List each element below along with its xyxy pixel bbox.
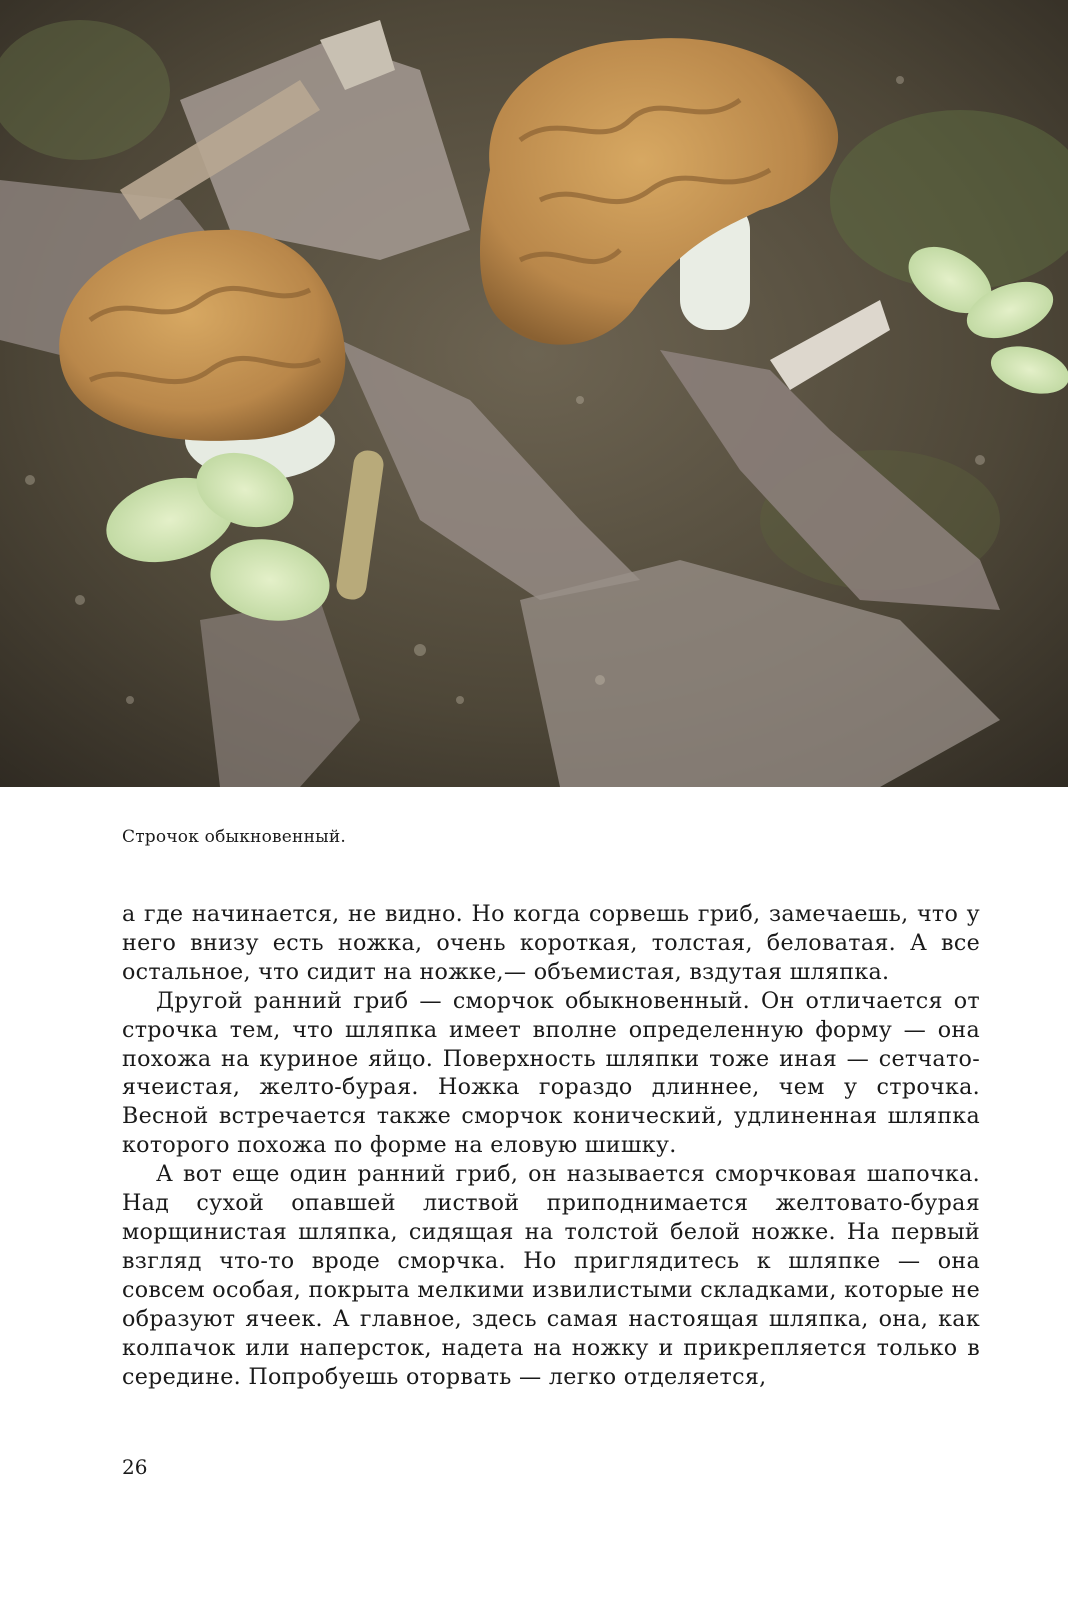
- paragraph: а где начинается, не видно. Но когда сорвешь гриб, замечаешь, что у него внизу есть ножка, очень короткая, толстая, беловатая. А все остальное, что сидит на ножке,— объемистая, вздутая шляпка.: [122, 901, 980, 985]
- mushroom-photo: [0, 0, 1068, 787]
- page-number: 26: [122, 1455, 148, 1479]
- body-text: [122, 900, 980, 1391]
- paragraph: Другой ранний гриб — сморчок обыкновенный. Он отличается от строчка тем, что шляпка имеет вполне определенную форму — она похожа на куриное яйцо. Поверхность шляпки тоже иная — сетчато-ячеистая, желто-бурая. Ножка гораздо длиннее, чем у строчка. Весной встречается также сморчок конический, удлиненная шляпка которого похожа по форме на еловую шишку.: [122, 987, 980, 1159]
- paragraph: А вот еще один ранний гриб, он называется сморчковая шапочка. Над сухой опавшей листвой приподнимается желтовато-бурая морщинистая шляпка, сидящая на толстой белой ножке. На первый взгляд что-то вроде сморчка. Но приглядитесь к шляпке — она совсем особая, покрыта мелкими извилистыми складками, которые не образуют ячеек. А главное, здесь самая настоящая шляпка, она, как колпачок или наперсток, надета на ножку и прикрепляется только в середине. Попробуешь оторвать — легко отделяется,: [122, 1161, 980, 1390]
- figure-caption: Строчок обыкновенный.: [122, 827, 346, 847]
